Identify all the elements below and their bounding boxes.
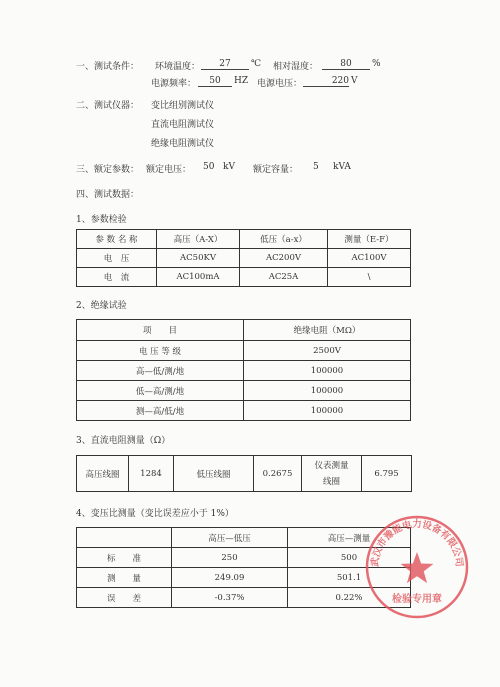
table-row [77,268,411,287]
table-header-cell: 测量（E-F） [328,230,411,249]
humidity-unit: % [372,59,381,69]
table-cell: 100000 [244,401,411,421]
voltage-value: 220 [303,76,349,87]
meter-coil-label-line: 仪表测量 [314,460,349,471]
hv-coil-value: 1284 [129,456,174,492]
table-header-cell: 低压（a-x） [240,230,328,249]
dc-resistance-table [76,455,412,492]
instrument-item: 变比组别测试仪 [151,101,215,111]
voltage-label: 电源电压： [257,79,303,89]
voltage-unit: V [351,76,358,86]
stamp-label: 检验专用章 [392,594,442,605]
rated-capacity-label: 额定容量： [253,165,299,175]
table-header-cell: 绝缘电阻（MΩ） [244,320,411,341]
table-row [77,361,411,381]
humidity-label: 相对湿度： [273,62,319,72]
table-header-row [77,320,411,341]
table-row [77,341,411,361]
table-cell: 标 准 [77,548,172,568]
rated-voltage-value: 50 [203,162,215,172]
table-cell: 电 压 等 级 [77,341,244,361]
table-header-cell [77,528,172,548]
ratio-table [76,527,411,608]
table-cell: \ [328,268,411,287]
table-cell: 电 流 [77,268,157,287]
table-header-row [77,230,411,249]
table-cell: 测—高/低/地 [77,401,244,421]
ambient-temp-value: 27 [201,59,249,70]
freq-value: 50 [198,76,232,87]
table-header-row [77,528,411,548]
table-cell: 2500V [244,341,411,361]
table-cell: 250 [172,548,288,568]
meter-coil-value: 6.795 [362,456,412,492]
inspection-stamp [362,512,472,622]
table-cell: 测 量 [77,568,172,588]
table-header-cell: 高压—低压 [172,528,288,548]
insulation-title: 2、绝缘试验 [76,301,127,311]
rated-capacity-value: 5 [313,162,319,172]
table-row [77,381,411,401]
ratio-title: 4、变压比测量（变比误差应小于 1%） [76,509,234,519]
table-cell: 电 压 [77,249,157,268]
lv-coil-value: 0.2675 [254,456,302,492]
lv-coil-label: 低压线圈 [174,456,254,492]
table-cell: AC100mA [157,268,240,287]
table-header-cell: 高压—测量 [288,528,411,548]
table-cell: 低—高/测/地 [77,381,244,401]
test-data-heading: 四、测试数据： [76,190,140,200]
conditions-heading: 一、测试条件： [76,62,140,72]
instrument-item: 绝缘电阻测试仪 [151,139,215,149]
param-check-title: 1、参数检验 [76,215,127,225]
humidity-value: 80 [322,59,370,70]
table-cell: 误 差 [77,588,172,608]
table-header-cell: 高压（A-X） [157,230,240,249]
table-header-cell: 参 数 名 称 [77,230,157,249]
table-row [77,401,411,421]
dc-resistance-title: 3、直流电阻测量（Ω） [76,436,171,446]
ambient-temp-label: 环境温度： [155,62,201,72]
freq-unit: HZ [234,76,249,86]
table-cell: 249.09 [172,568,288,588]
table-cell: AC50KV [157,249,240,268]
table-cell: AC200V [240,249,328,268]
freq-label: 电源频率： [151,79,197,89]
table-row [77,588,411,608]
table-cell: 0.22% [288,588,411,608]
table-cell: 501.1 [288,568,411,588]
table-cell: 100000 [244,361,411,381]
hv-coil-label: 高压线圈 [77,456,129,492]
table-header-cell: 项 目 [77,320,244,341]
rated-heading: 三、额定参数： [76,165,140,175]
insulation-table [76,319,411,421]
table-cell: AC100V [328,249,411,268]
instrument-item: 直流电阻测试仪 [151,120,215,130]
meter-coil-label-line: 线圈 [322,476,340,487]
ambient-temp-unit: ℃ [251,59,262,69]
rated-voltage-label: 额定电压： [146,165,192,175]
table-cell: 高—低/测/地 [77,361,244,381]
stamp-company-path: 武汉市豫能电力设备有限公司 [369,519,465,568]
instruments-heading: 二、测试仪器： [76,101,140,111]
table-cell: -0.37% [172,588,288,608]
star-icon [401,552,434,583]
table-cell: 500 [288,548,411,568]
meter-coil-label [302,456,362,492]
table-row [77,568,411,588]
param-check-table [76,229,411,287]
table-cell: AC25A [240,268,328,287]
rated-voltage-unit: kV [223,162,235,172]
table-cell: 100000 [244,381,411,401]
rated-capacity-unit: kVA [333,162,351,172]
table-row [77,249,411,268]
table-row [77,548,411,568]
table-row [77,456,412,492]
